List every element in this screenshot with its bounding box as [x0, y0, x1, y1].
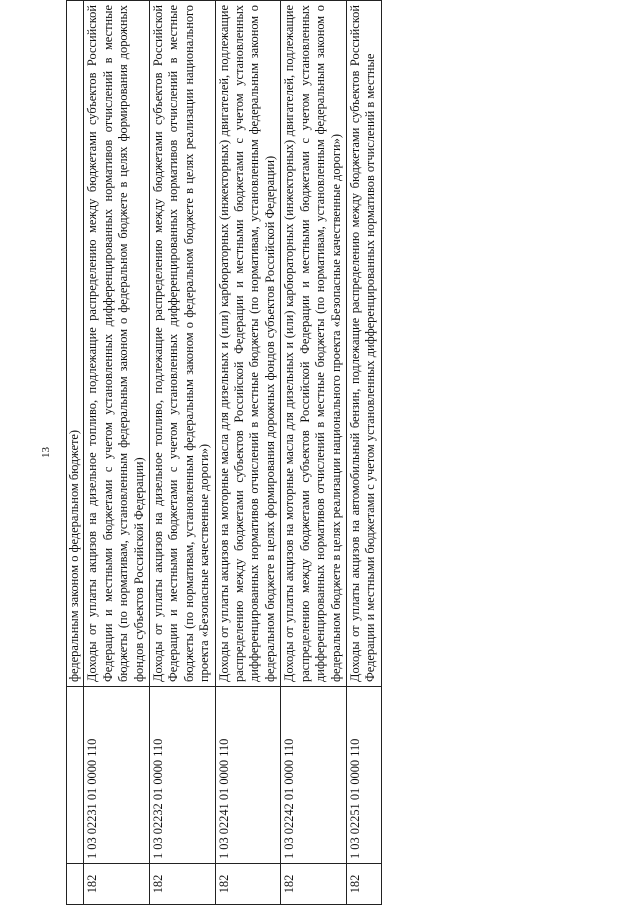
table-row	[346, 1, 381, 905]
continuation-text: федеральным законом о федеральном бюджете)	[67, 429, 81, 682]
name-cell: Доходы от уплаты акцизов на моторные масла для дизельных и (или) карбюраторных (инжекторных) двигателей, подлежащие распределению между бюджетами субъектов Российской Федерации и местными бюджетами с учетом установленных дифференцированных нормативов отчислений в местные бюджеты (по нормативам, установленным федеральным законом о федеральном бюджете в целях реализации национального проекта «Безопасные качественные дороги»)	[281, 1, 347, 687]
code-cell: 1 03 02251 01 0000 110	[346, 687, 381, 864]
admin-cell: 182	[281, 864, 347, 905]
code-cell: 1 03 02241 01 0000 110	[215, 687, 281, 864]
code-cell: 1 03 02242 01 0000 110	[281, 687, 347, 864]
page-number: 13	[40, 447, 52, 458]
admin-cell	[67, 864, 84, 905]
name-cell: Доходы от уплаты акцизов на дизельное топливо, подлежащие распределению между бюджетами субъектов Российской Федерации и местными бюджетами с учетом установленных дифференцированных нормативов отчислений в местные бюджеты (по нормативам, установленным федеральным законом о федеральном бюджете в целях реализации национального проекта «Безопасные качественные дороги»)	[150, 1, 216, 687]
table-row	[150, 1, 216, 905]
table-row	[84, 1, 150, 905]
code-cell	[67, 687, 84, 864]
code-cell: 1 03 02231 01 0000 110	[84, 687, 150, 864]
name-cell: Доходы от уплаты акцизов на дизельное топливо, подлежащие распределению между бюджетами субъектов Российской Федерации и местными бюджетами с учетом установленных дифференцированных нормативов отчислений в местные бюджеты (по нормативам, установленным федеральным законом о федеральном бюджете в целях формирования дорожных фондов субъектов Российской Федерации)	[84, 1, 150, 687]
admin-cell: 182	[215, 864, 281, 905]
name-cell: Доходы от уплаты акцизов на автомобильный бензин, подлежащие распределению между бюджетами субъектов Российской Федерации и местными бюджетами с учетом установленных дифференцированных нормативов отчислений в местные	[346, 1, 381, 687]
table-row	[281, 1, 347, 905]
admin-cell: 182	[84, 864, 150, 905]
admin-cell: 182	[346, 864, 381, 905]
revenue-code-table	[66, 0, 382, 905]
name-cell	[67, 1, 84, 687]
admin-cell: 182	[150, 864, 216, 905]
table-row	[215, 1, 281, 905]
table-row-continuation	[67, 1, 84, 905]
name-cell: Доходы от уплаты акцизов на моторные масла для дизельных и (или) карбюраторных (инжекторных) двигателей, подлежащие распределению между бюджетами субъектов Российской Федерации и местными бюджетами с учетом установленных дифференцированных нормативов отчислений в местные бюджеты (по нормативам, установленным федеральным законом о федеральном бюджете в целях формирования дорожных фондов субъектов Российской Федерации)	[215, 1, 281, 687]
code-cell: 1 03 02232 01 0000 110	[150, 687, 216, 864]
